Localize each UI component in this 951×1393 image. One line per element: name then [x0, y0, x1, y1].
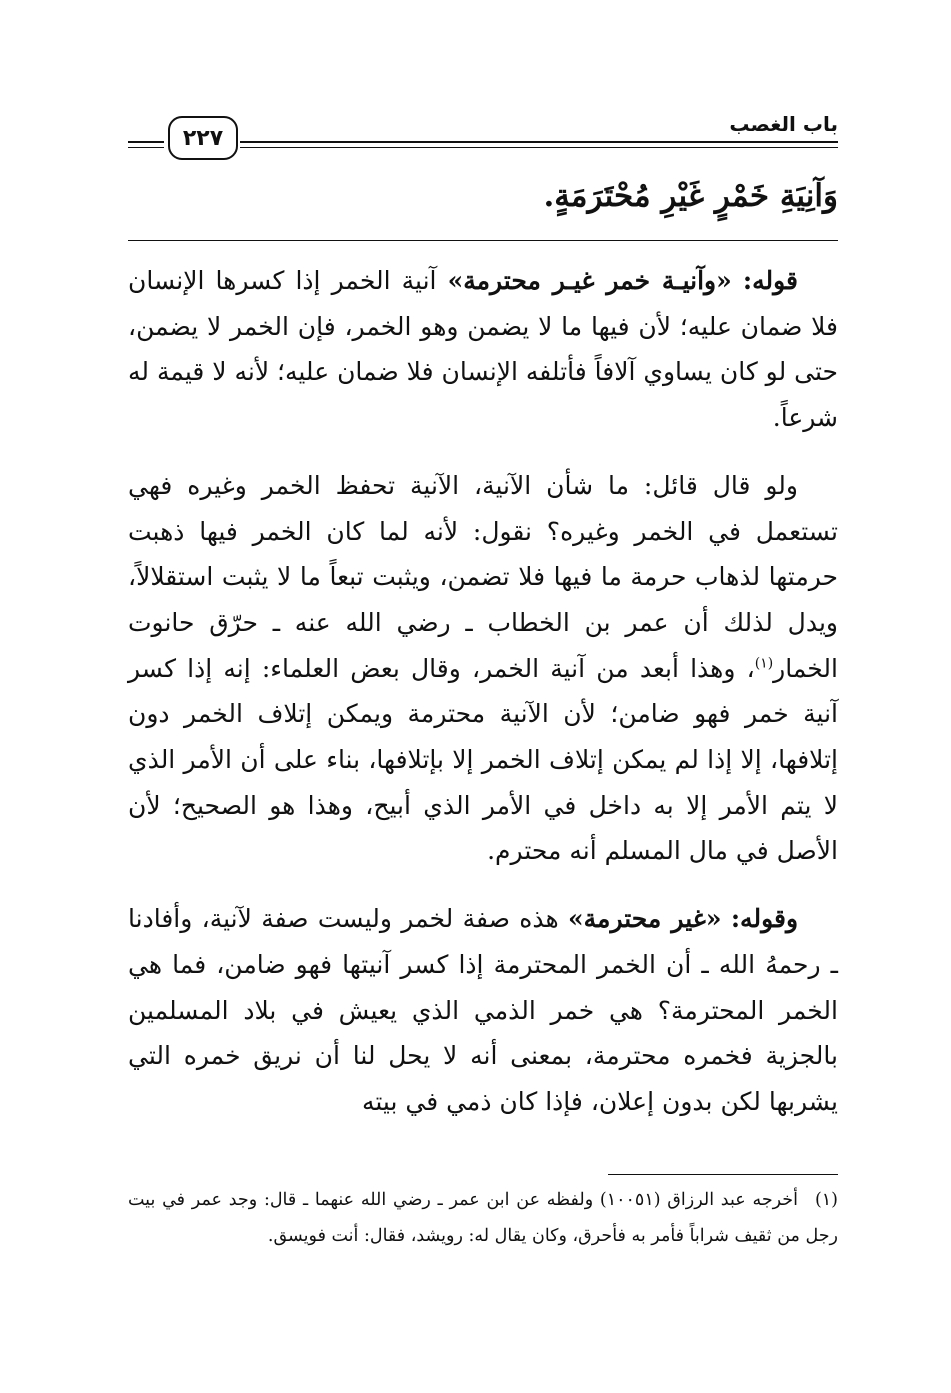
- header-rule: [240, 147, 838, 148]
- paragraph-text: ، وهذا أبعد من آنية الخمر، وقال بعض العلماء: إنه إذا كسر آنية خمر فهو ضامن؛ لأن الآنية محترمة ويمكن إتلاف الخمر دون إتلافها، إلا إذا لم يمكن إتلاف الخمر إلا بإتلافها، بناء على أن الأمر الذي لا يتم الأمر إلا به داخل في الأمر الذي أبيح، وهذا هو الصحيح؛ لأن الأصل في مال المسلم أنه محترم.: [128, 653, 838, 866]
- chapter-title: باب الغصب: [729, 112, 838, 136]
- commentary-body: [128, 258, 838, 1147]
- footnote-text: أخرجه عبد الرزاق (١٠٠٥١) ولفظه عن ابن عمر ـ رضي الله عنهما ـ قال: وجد عمر في بيت رجل من ثقيف شراباً فأمر به فأحرق، وكان يقال له: رويشد، فقال: أنت فويسق.: [128, 1190, 838, 1246]
- paragraph-quote: «وآنيـة خمر غيـر محترمة»: [447, 266, 732, 295]
- page-header: [128, 108, 838, 168]
- footnote: [128, 1182, 838, 1254]
- header-rule: [240, 141, 838, 143]
- paragraph: [128, 258, 838, 441]
- paragraph-lead: قوله:: [742, 266, 798, 295]
- matn-divider: [128, 240, 838, 241]
- page-number: ٢٢٧: [168, 116, 238, 160]
- paragraph-text: ولو قال قائل: ما شأن الآنية، الآنية تحفظ الخمر وغيره فهي تستعمل في الخمر وغيره؟ نقول: لأنه لما كان الخمر فيها ذهبت حرمتها لذهاب حرمة ما فيها فلا تضمن، ويثبت تبعاً ما لا يثبت استقلالاً، ويدل لذلك أن عمر بن الخطاب ـ رضي الله عنه ـ حرّق حانوت الخمار: [128, 470, 838, 683]
- paragraph: [128, 463, 838, 874]
- matn-text: وَآنِيَةِ خَمْرٍ غَيْرِ مُحْتَرَمَةٍ.: [543, 178, 838, 214]
- paragraph-text: آنية الخمر إذا كسرها الإنسان فلا ضمان عليه؛ لأن فيها ما لا يضمن وهو الخمر، فإن الخمر لا يضمن، حتى لو كان يساوي آلافاً فأتلفه الإنسان فلا ضمان عليه؛ لأنه لا قيمة له شرعاً.: [128, 266, 838, 433]
- paragraph-quote: «غير محترمة»: [568, 904, 722, 934]
- footnote-divider: [608, 1174, 838, 1175]
- paragraph-text: هذه صفة لخمر وليست صفة لآنية، وأفادنا ـ رحمهُ الله ـ أن الخمر المحترمة إذا كسر آنيتها فهو ضامن، فما هي الخمر المحترمة؟ هي خمر الذمي الذي يعيش في بلاد المسلمين بالجزية فخمره محترمة، بمعنى أنه لا يحل لنا أن نريق خمره التي يشربها لكن بدون إعلان، فإذا كان ذمي في بيته: [128, 904, 838, 1116]
- footnote-reference[interactable]: (١): [754, 655, 774, 672]
- header-rule: [128, 147, 164, 148]
- header-rule: [128, 141, 164, 143]
- paragraph: [128, 896, 838, 1125]
- footnote-number: (١): [814, 1190, 838, 1210]
- paragraph-lead: وقوله:: [730, 904, 799, 934]
